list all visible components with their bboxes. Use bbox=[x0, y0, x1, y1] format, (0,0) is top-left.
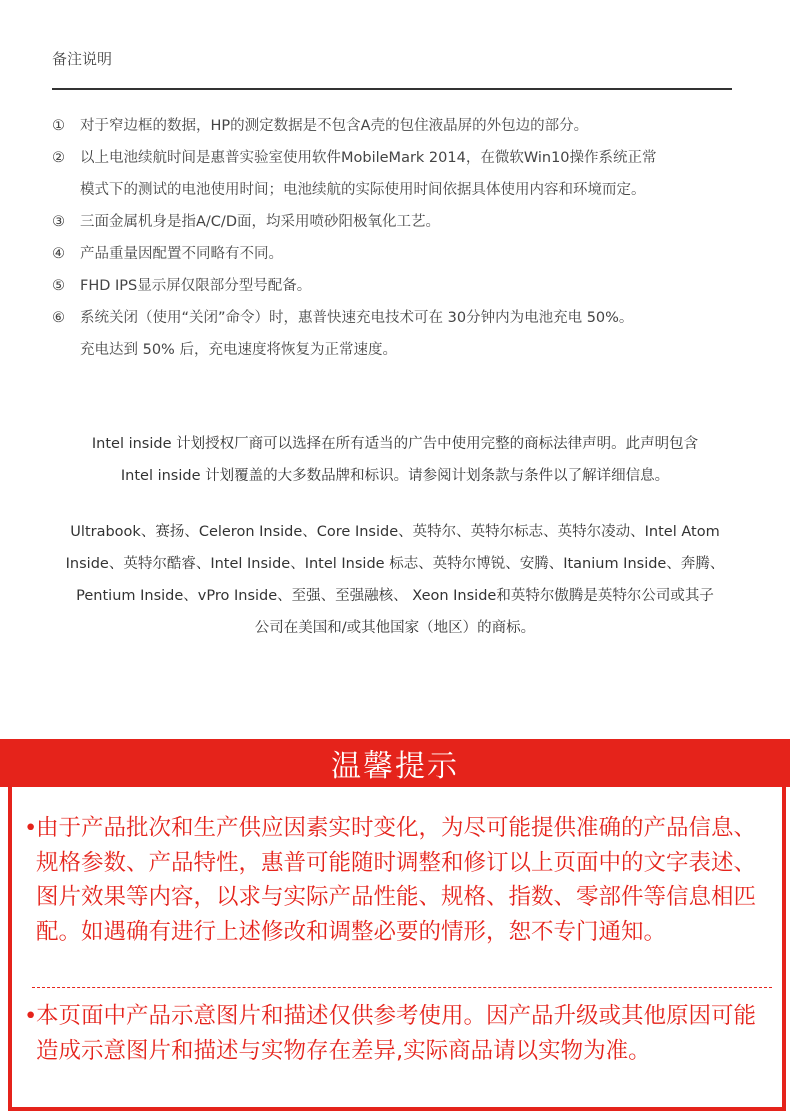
note-number: ② bbox=[52, 150, 65, 166]
note-number: ③ bbox=[52, 214, 65, 230]
warm-tip-section bbox=[0, 739, 790, 1113]
note-text: 产品重量因配置不同略有不同。 bbox=[80, 246, 283, 262]
notes-list bbox=[52, 110, 742, 366]
note-number: ⑤ bbox=[52, 278, 65, 294]
note-number: ⑥ bbox=[52, 310, 65, 326]
legal-line: 公司在美国和/或其他国家（地区）的商标。 bbox=[254, 620, 536, 636]
note-text: FHD IPS显示屏仅限部分型号配备。 bbox=[80, 278, 312, 294]
note-text: 对于窄边框的数据，HP的测定数据是不包含A壳的包住液晶屏的外包边的部分。 bbox=[80, 118, 589, 134]
note-number: ① bbox=[52, 118, 65, 134]
legal-line: Pentium Inside、vPro Inside、至强、至强融核、 Xeon Inside和英特尔傲腾是英特尔公司或其子 bbox=[76, 588, 714, 604]
warm-tip-item-1 bbox=[24, 811, 766, 949]
notes-title: 备注说明 bbox=[52, 50, 113, 68]
warm-tip-title: 温馨提示 bbox=[331, 749, 459, 784]
note-item-1 bbox=[52, 110, 742, 142]
legal-line: Inside、英特尔酷睿、Intel Inside、Intel Inside 标志、英特尔博锐、安腾、Itanium Inside、奔腾、 bbox=[65, 556, 725, 572]
warm-tip-box bbox=[8, 787, 786, 1111]
legal-line: Intel inside 计划覆盖的大多数品牌和标识。请参阅计划条款与条件以了解详细信息。 bbox=[120, 468, 670, 484]
note-text-continued: 模式下的测试的电池使用时间；电池续航的实际使用时间依据具体使用内容和环境而定。 bbox=[80, 182, 646, 198]
legal-line: Ultrabook、赛扬、Celeron Inside、Core Inside、英特尔、英特尔标志、英特尔凌动、Intel Atom bbox=[70, 524, 720, 540]
legal-line: Intel inside 计划授权厂商可以选择在所有适当的广告中使用完整的商标法律声明。此声明包含 bbox=[91, 436, 699, 452]
notes-divider bbox=[52, 88, 732, 90]
bullet-icon: • bbox=[24, 815, 38, 841]
warm-tip-header bbox=[0, 739, 790, 787]
note-text: 三面金属机身是指A/C/D面，均采用喷砂阳极氧化工艺。 bbox=[80, 214, 440, 230]
note-item-6 bbox=[52, 302, 742, 334]
warm-tip-item-2 bbox=[24, 999, 766, 1068]
note-item-2 bbox=[52, 142, 742, 174]
note-text-continued: 充电达到 50% 后，充电速度将恢复为正常速度。 bbox=[80, 342, 397, 358]
note-text: 系统关闭（使用“关闭”命令）时，惠普快速充电技术可在 30分钟内为电池充电 50%。 bbox=[80, 310, 634, 326]
warm-tip-text: 本页面中产品示意图片和描述仅供参考使用。因产品升级或其他原因可能造成示意图片和描述与实物存在差异,实际商品请以实物为准。 bbox=[36, 1003, 757, 1064]
note-item-3 bbox=[52, 206, 742, 238]
note-text: 以上电池续航时间是惠普实验室使用软件MobileMark 2014，在微软Win10操作系统正常 bbox=[80, 150, 657, 166]
warm-tip-divider bbox=[32, 987, 772, 988]
note-item-4 bbox=[52, 238, 742, 270]
trademark-statement bbox=[40, 428, 750, 644]
warm-tip-text: 由于产品批次和生产供应因素实时变化，为尽可能提供准确的产品信息、规格参数、产品特性，惠普可能随时调整和修订以上页面中的文字表述、图片效果等内容，以求与实际产品性能、规格、指数、零部件等信息相匹配。如遇确有进行上述修改和调整必要的情形，恕不专门通知。 bbox=[36, 815, 757, 945]
note-number: ④ bbox=[52, 246, 65, 262]
bullet-icon: • bbox=[24, 1003, 38, 1029]
note-item-5 bbox=[52, 270, 742, 302]
